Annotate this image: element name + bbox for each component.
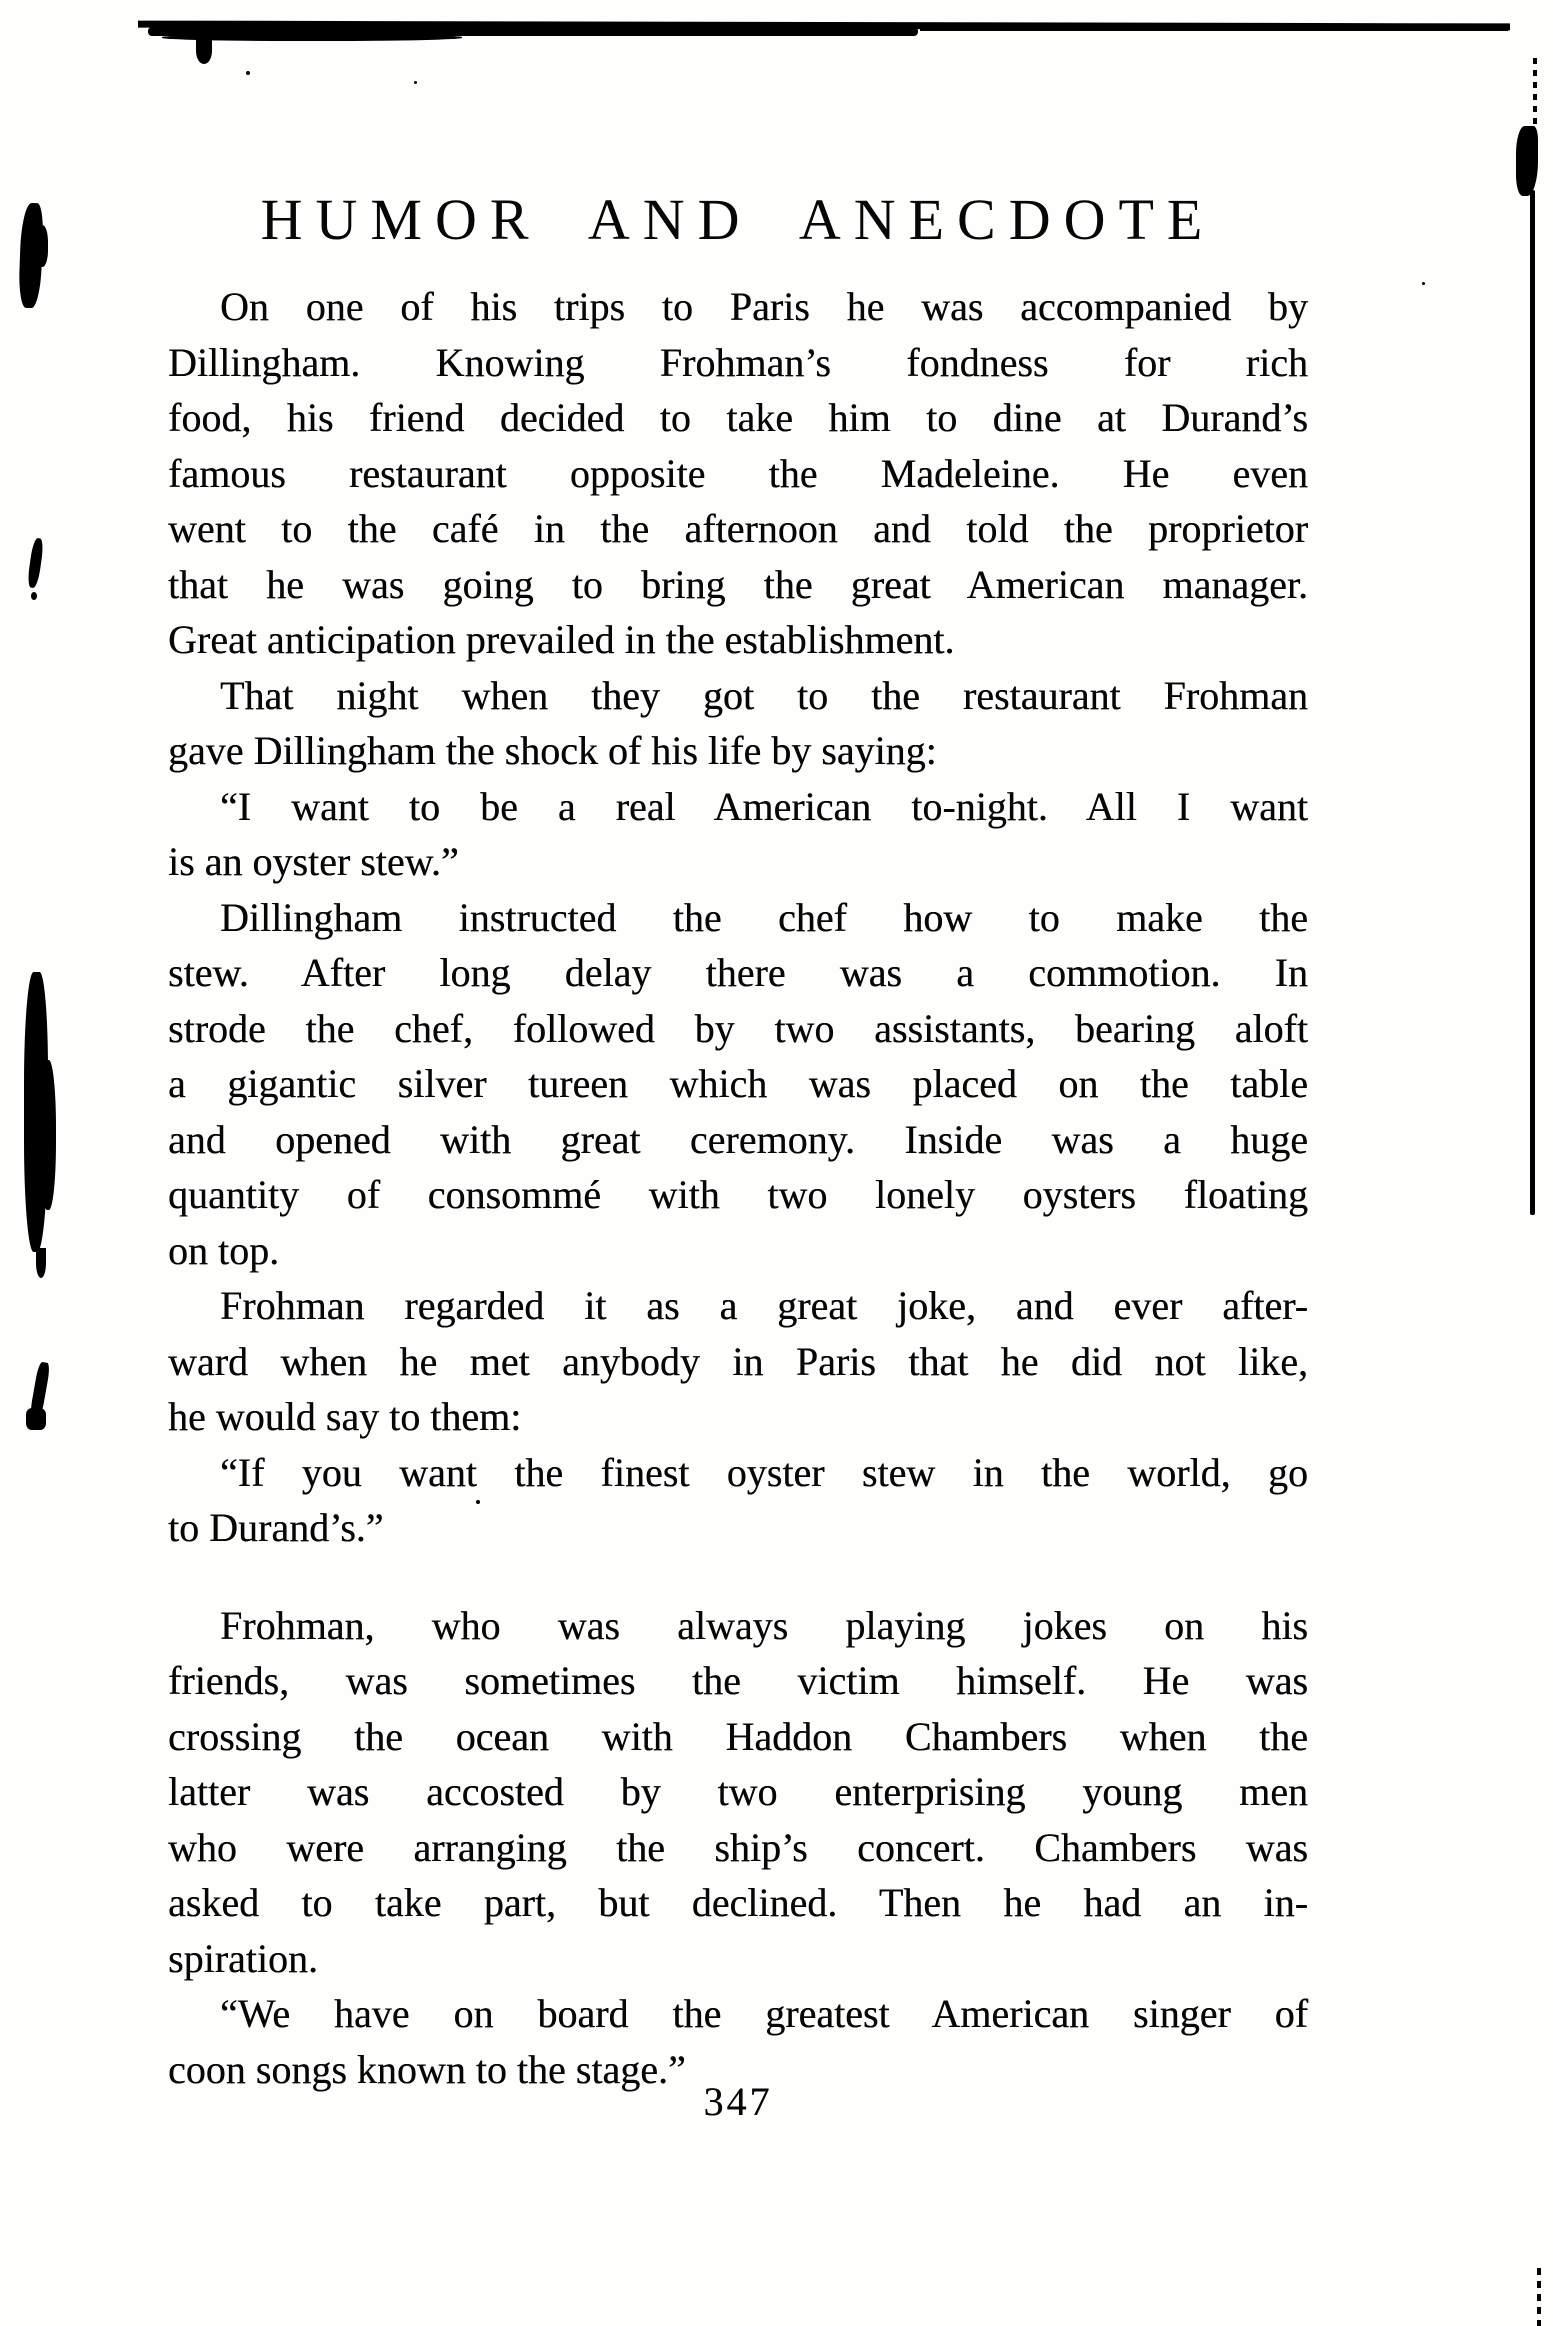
text-line: that he was going to bring the great American manager. — [168, 561, 1308, 607]
text-line: That night when they got to the restaurant Frohman — [220, 672, 1308, 718]
paragraph — [168, 1445, 1308, 1556]
text-line: Dillingham instructed the chef how to make the — [220, 894, 1308, 940]
text-line: coon songs known to the stage.” — [168, 2046, 686, 2092]
ink-smudge-left — [34, 225, 48, 267]
text-line: Great anticipation prevailed in the establishment. — [168, 617, 955, 662]
text-line: “I want to be a real American to-night. All I want — [220, 783, 1308, 829]
text-line: crossing the ocean with Haddon Chambers when the — [168, 1713, 1308, 1759]
paragraph — [168, 668, 1308, 779]
paragraph — [168, 890, 1308, 1279]
text-line: quantity of consommé with two lonely oysters floating — [168, 1172, 1308, 1217]
ink-smudge-left — [27, 537, 45, 588]
ink-smudge-left — [40, 1060, 56, 1210]
text-line: on top. — [168, 1227, 280, 1273]
paragraph — [168, 779, 1308, 890]
scan-edge-line-right — [1530, 190, 1535, 1215]
paragraph — [168, 1278, 1308, 1445]
text-line: strode the chef, followed by two assistants, bearing aloft — [168, 1005, 1308, 1051]
page-number: 347 — [703, 2079, 773, 2124]
text-line: famous restaurant opposite the Madeleine. He even — [168, 450, 1308, 496]
scan-edge-line-right — [1516, 126, 1538, 196]
ink-smudge-left — [31, 592, 37, 600]
scan-edge-smudge-top — [196, 38, 212, 64]
text-line: asked to take part, but declined. Then he had an in- — [168, 1880, 1308, 1925]
text-line: food, his friend decided to take him to dine at Durand’s — [168, 395, 1308, 440]
ink-speck — [246, 71, 250, 75]
text-line: ward when he met anybody in Paris that he did not like, — [168, 1338, 1308, 1384]
text-line: Frohman regarded it as a great joke, and ever after- — [220, 1283, 1308, 1328]
scan-edge-line-right — [1537, 2268, 1541, 2326]
text-line: to Durand’s.” — [168, 1505, 384, 1550]
paragraph — [168, 1598, 1308, 1987]
paragraph — [168, 279, 1308, 668]
page-title: HUMOR AND ANECDOTE — [260, 187, 1216, 252]
ink-speck — [414, 81, 417, 84]
ink-smudge-left — [26, 1408, 46, 1430]
scan-edge-smudge-top — [920, 26, 1508, 31]
text-line: Dillingham. Knowing Frohman’s fondness for rich — [168, 339, 1308, 385]
text-line: friends, was sometimes the victim himself. He was — [168, 1658, 1308, 1703]
text-line: he would say to them: — [168, 1394, 522, 1439]
ink-speck — [1422, 282, 1425, 285]
body-text — [168, 279, 1308, 2097]
text-line: is an oyster stew.” — [168, 839, 459, 884]
text-line: stew. After long delay there was a commotion. In — [168, 950, 1308, 995]
text-line: went to the café in the afternoon and told the proprietor — [168, 506, 1308, 551]
ink-smudge-left — [36, 1248, 46, 1278]
text-line: latter was accosted by two enterprising young men — [168, 1769, 1308, 1814]
text-line: spiration. — [168, 1935, 318, 1981]
text-line: “If you want the finest oyster stew in the world, go — [220, 1449, 1308, 1495]
text-line: a gigantic silver tureen which was placed on the table — [168, 1061, 1308, 1106]
text-line: and opened with great ceremony. Inside was a huge — [168, 1116, 1308, 1162]
text-line: who were arranging the ship’s concert. Chambers was — [168, 1824, 1308, 1870]
text-line: “We have on board the greatest American singer of — [220, 1991, 1308, 2036]
scan-edge-line-right — [1533, 58, 1537, 130]
text-line: gave Dillingham the shock of his life by saying: — [168, 728, 937, 773]
text-line: Frohman, who was always playing jokes on his — [220, 1602, 1308, 1648]
text-line: On one of his trips to Paris he was accompanied by — [220, 284, 1308, 329]
